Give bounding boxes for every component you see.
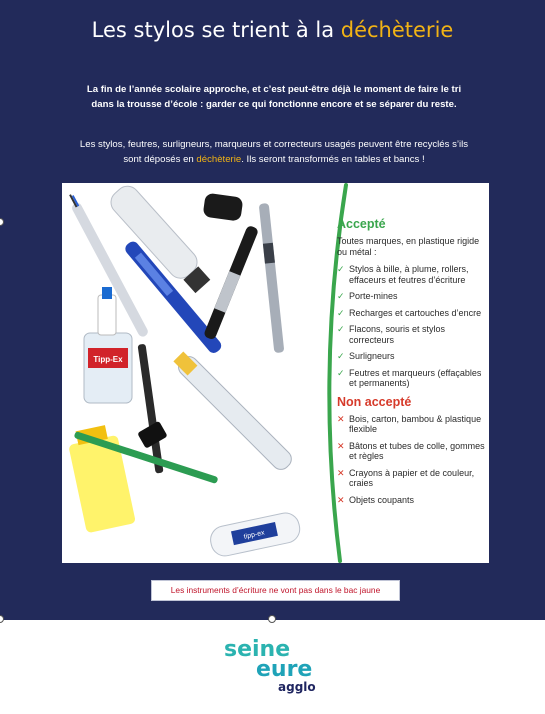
- sorting-infographic: [62, 183, 489, 563]
- check-icon: ✓: [337, 367, 345, 378]
- check-icon: ✓: [337, 264, 345, 274]
- accepted-item: ✓ Flacons, souris et stylos correcteurs: [337, 324, 446, 345]
- tippex-bottle-label: Tipp-Ex: [93, 355, 123, 364]
- sorting-lists: [337, 217, 487, 511]
- yellow-bin-notice: Les instruments d’écriture ne vont pas dans le bac jaune: [151, 580, 400, 601]
- check-icon: ✓: [337, 307, 345, 318]
- rejected-heading: Non accepté: [337, 394, 412, 409]
- body-text: Les stylos, feutres, surligneurs, marqueurs et correcteurs usagés peuvent être recyclés s’ils sont déposés en déchèterie. Ils seront transformés en tables et bancs !: [79, 139, 469, 165]
- pens-photo: [62, 183, 324, 563]
- accepted-item: ✓ Recharges et cartouches d’encre: [337, 307, 482, 318]
- check-icon: ✓: [337, 351, 345, 361]
- accepted-subtitle: Toutes marques, en plastique rigide ou métal :: [337, 236, 480, 257]
- resize-handle-bottom-left[interactable]: [0, 615, 4, 623]
- check-icon: ✓: [337, 324, 345, 334]
- seine-eure-agglo-logo: [222, 636, 332, 700]
- rejected-item: ✕ Objets coupants: [337, 494, 415, 505]
- cross-icon: ✕: [337, 494, 345, 505]
- accepted-heading: Accepté: [337, 217, 386, 231]
- check-icon: ✓: [337, 291, 345, 301]
- accepted-item: ✓ Feutres et marqueurs (effaçables et permanents): [337, 367, 482, 388]
- rejected-item: ✕ Bois, carton, bambou & plastique flexible: [337, 413, 482, 434]
- rejected-item: ✕ Crayons à papier et de couleur, craies: [337, 467, 475, 488]
- cross-icon: ✕: [337, 467, 345, 478]
- tippex-mouse-label: tipp-ex: [243, 529, 266, 541]
- intro-text: La fin de l’année scolaire approche, et c’est peut-être déjà le moment de faire le tri dans la trousse d’école : garder ce qui fonctionne encore et se séparer du reste.: [86, 84, 462, 110]
- rejected-item: ✕ Bâtons et tubes de colle, gommes et règles: [337, 440, 485, 461]
- decheterie-highlight: déchèterie: [196, 154, 242, 165]
- cross-icon: ✕: [337, 413, 345, 424]
- page-title: Les stylos se trient à la déchèterie: [91, 18, 454, 42]
- svg-text:seine: seine: [224, 637, 291, 662]
- cross-icon: ✕: [337, 440, 345, 451]
- accepted-item: ✓ Surligneurs: [337, 351, 395, 361]
- logo-agglo: agglo: [278, 680, 316, 694]
- logo-wordmark: [222, 636, 332, 678]
- resize-handle-bottom[interactable]: [268, 615, 276, 623]
- accepted-item: ✓ Porte-mines: [337, 291, 398, 301]
- accepted-item: ✓ Stylos à bille, à plume, rollers, effaceurs et feutres d’écriture: [337, 264, 469, 285]
- svg-text:eure: eure: [256, 657, 313, 678]
